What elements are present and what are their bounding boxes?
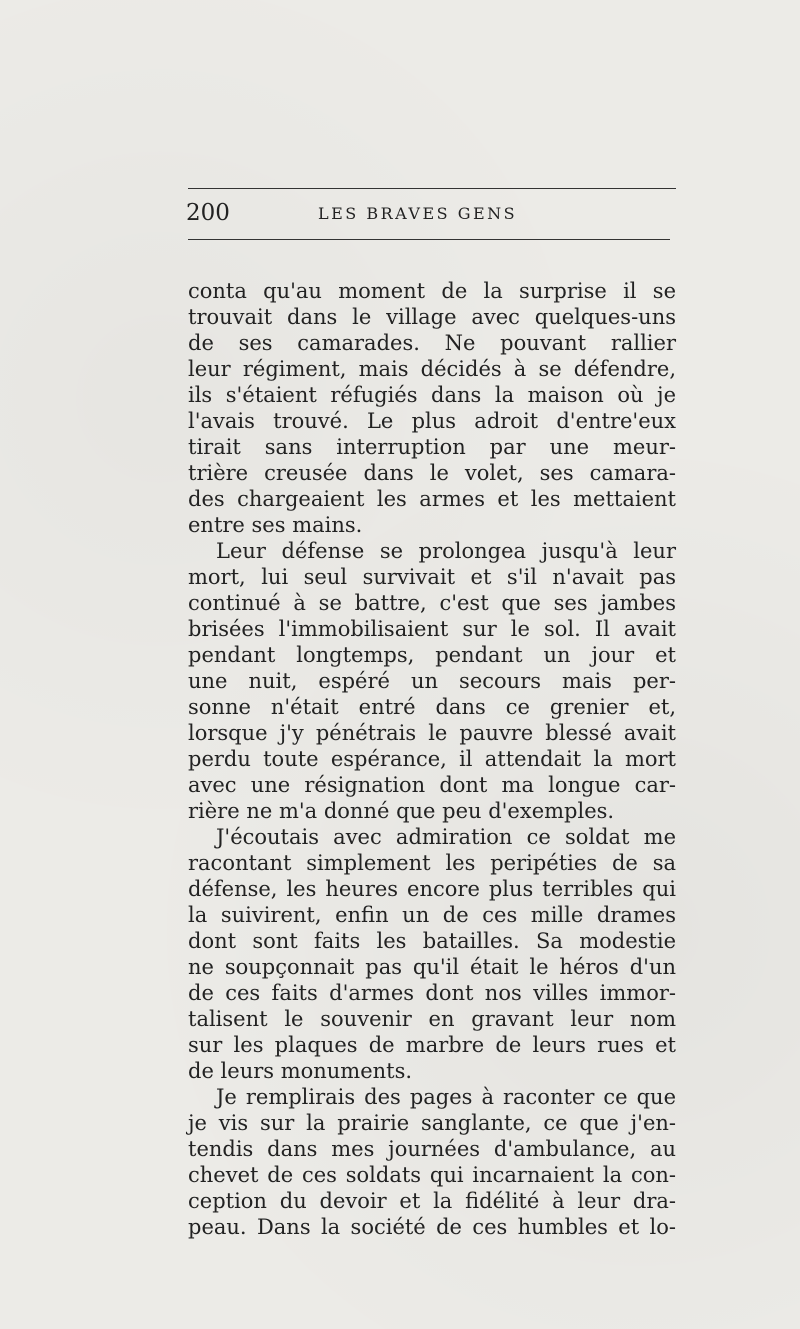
text-line: entre ses mains. [188,513,363,537]
text-line: dont sont faits les batailles. Sa modestie [188,929,676,953]
text-line: tirait sans interruption par une meur- [188,435,676,459]
text-line: racontant simplement les peripéties de sa [188,851,676,875]
body-text [188,278,676,1240]
text-line: des chargeaient les armes et les mettaient [188,487,676,511]
text-line: de ces faits d'armes dont nos villes immor- [188,981,676,1005]
text-line: je vis sur la prairie sanglante, ce que j'en- [188,1111,676,1135]
text-line: trière creusée dans le volet, ses camara- [188,461,676,485]
text-line: la suivirent, enfin un de ces mille drames [188,903,676,927]
text-line: de leurs monuments. [188,1059,413,1083]
text-line: pendant longtemps, pendant un jour et [188,643,676,667]
text-line: avec une résignation dont ma longue car- [188,773,676,797]
text-line: J'écoutais avec admiration ce soldat me [216,825,676,849]
text-line: mort, lui seul survivait et s'il n'avait pas [188,565,676,589]
text-line: ception du devoir et la fidélité à leur dra- [188,1189,676,1213]
text-line: trouvait dans le village avec quelques-uns [188,305,676,329]
text-line: sonne n'était entré dans ce grenier et, [188,695,676,719]
header-top-rule [188,188,676,189]
page-number: 200 [186,200,230,226]
text-line: peau. Dans la société de ces humbles et lo- [188,1215,676,1239]
text-line: perdu toute espérance, il attendait la mort [188,747,676,771]
text-line: lorsque j'y pénétrais le pauvre blessé avait [188,721,676,745]
text-line: talisent le souvenir en gravant leur nom [188,1007,676,1031]
header-bottom-rule [188,239,670,240]
text-line: continué à se battre, c'est que ses jambes [188,591,676,615]
running-head: LES BRAVES GENS [318,204,518,223]
text-line: une nuit, espéré un secours mais per- [188,669,676,693]
text-line: ne soupçonnait pas qu'il était le héros d'un [188,955,676,979]
text-line: chevet de ces soldats qui incarnaient la con- [188,1163,676,1187]
page-header [186,198,670,232]
text-line: rière ne m'a donné que peu d'exemples. [188,799,615,823]
text-line: Je remplirais des pages à raconter ce que [216,1085,676,1109]
text-line: de ses camarades. Ne pouvant rallier [188,331,676,355]
text-line: l'avais trouvé. Le plus adroit d'entre'eux [188,409,676,433]
text-line: défense, les heures encore plus terribles qui [188,877,676,901]
text-line: brisées l'immobilisaient sur le sol. Il avait [188,617,676,641]
text-line: conta qu'au moment de la surprise il se [188,279,676,303]
text-line: sur les plaques de marbre de leurs rues et [188,1033,676,1057]
text-line: Leur défense se prolongea jusqu'à leur [216,539,676,563]
text-line: ils s'étaient réfugiés dans la maison où je [188,383,676,407]
text-line: tendis dans mes journées d'ambulance, au [188,1137,676,1161]
text-line: leur régiment, mais décidés à se défendre, [188,357,676,381]
